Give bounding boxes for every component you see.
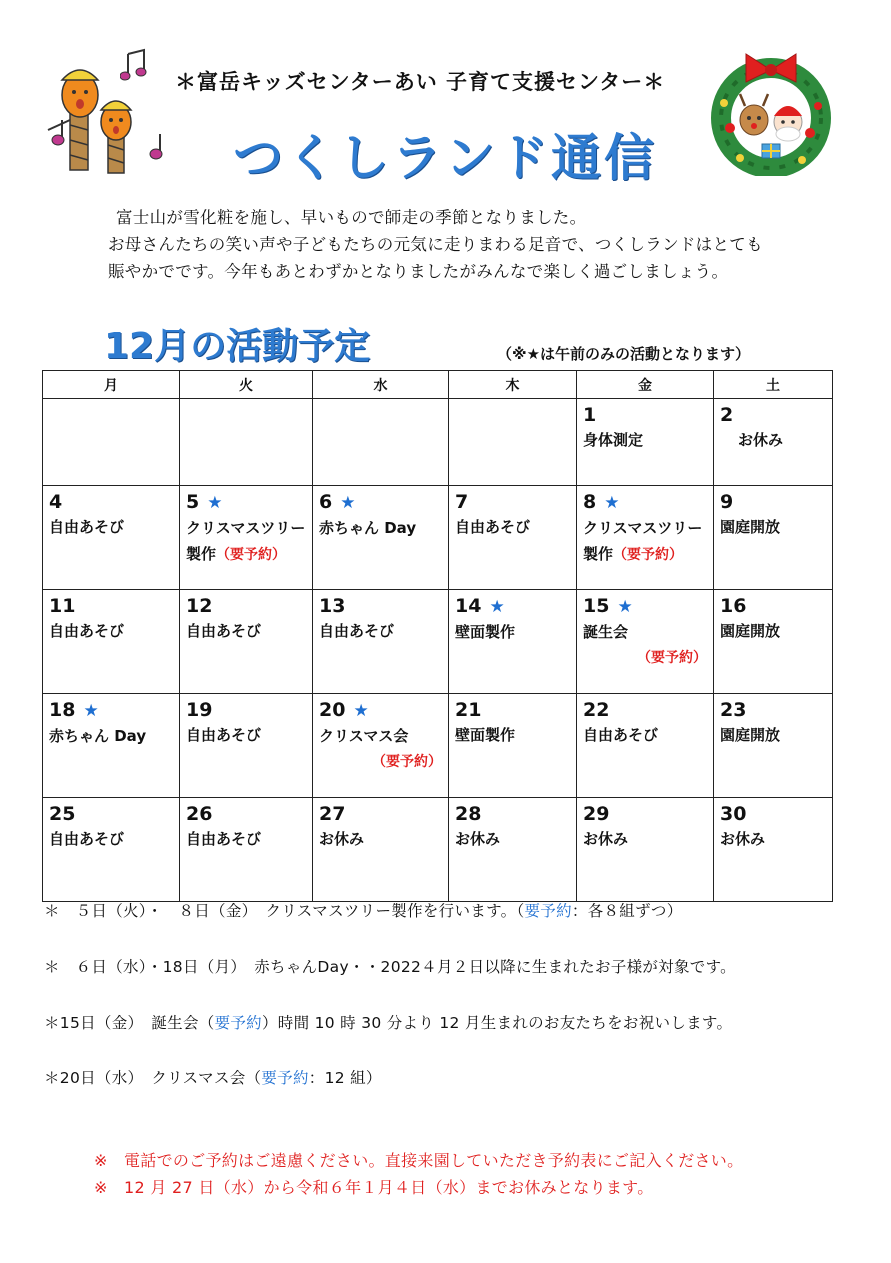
day-number xyxy=(720,403,826,427)
activity-label: お休み xyxy=(319,830,365,848)
calendar-day-cell xyxy=(449,590,577,694)
reservation-required: 要予約 xyxy=(524,902,572,920)
day-number xyxy=(455,802,570,826)
calendar-day-cell xyxy=(43,399,180,486)
day-number xyxy=(319,490,442,515)
calendar-week-row xyxy=(43,486,833,590)
note-text: ＊15日（金） 誕生会（ xyxy=(44,1014,215,1032)
day-number xyxy=(455,594,570,619)
activity-label: 赤ちゃん Day xyxy=(49,727,147,745)
calendar-day-cell xyxy=(180,486,313,590)
calendar-day-cell xyxy=(714,694,833,798)
reservation-required: 要予約 xyxy=(214,1014,262,1032)
day-number-text: 21 xyxy=(455,699,482,721)
calendar-day-cell xyxy=(43,486,180,590)
day-number-text: 22 xyxy=(583,699,610,721)
day-number xyxy=(319,802,442,826)
activity-label: 自由あそび xyxy=(319,622,395,640)
day-number-text: 26 xyxy=(186,803,213,825)
music-note-icon xyxy=(146,132,166,162)
day-number-text: 18 xyxy=(49,699,76,721)
day-number-text: 12 xyxy=(186,595,213,617)
day-number-text: 6 xyxy=(319,491,333,513)
warning-phone-reservation: ※ 電話でのご予約はご遠慮ください。直接来園していただき予約表にご記入ください。 xyxy=(94,1151,744,1170)
day-number xyxy=(49,594,173,618)
day-number-text: 27 xyxy=(319,803,346,825)
note-christmas-party xyxy=(44,1066,382,1088)
day-number xyxy=(319,594,442,618)
weekday-header: 土 xyxy=(714,371,833,399)
note-text: ＊ ５日（火）・ ８日（金） クリスマスツリー製作を行います。（ xyxy=(44,902,525,920)
calendar-week-row xyxy=(43,798,833,902)
calendar-day-cell xyxy=(180,399,313,486)
calendar-day-cell xyxy=(714,399,833,486)
activity-text: 製作 xyxy=(583,545,614,563)
star-icon: ★ xyxy=(207,493,223,513)
day-number xyxy=(455,490,570,514)
activity-label: 自由あそび xyxy=(583,726,659,744)
activity-label: 壁面製作 xyxy=(455,726,516,744)
day-number-text: 9 xyxy=(720,491,734,513)
day-number-text: 20 xyxy=(319,699,346,721)
calendar-day-cell xyxy=(180,694,313,798)
day-number xyxy=(49,490,173,514)
day-number-text: 4 xyxy=(49,491,63,513)
activity-label: 園庭開放 xyxy=(720,726,781,744)
calendar-week-row xyxy=(43,694,833,798)
activity-text: 製作 xyxy=(186,545,217,563)
weekday-header: 木 xyxy=(449,371,577,399)
schedule-title: 12月の活動予定 xyxy=(104,326,371,367)
calendar-day-cell xyxy=(449,486,577,590)
calendar-week-row xyxy=(43,590,833,694)
day-number-text: 30 xyxy=(720,803,747,825)
weekday-header: 水 xyxy=(313,371,449,399)
day-number-text: 15 xyxy=(583,595,610,617)
calendar-day-cell xyxy=(577,694,714,798)
note-text: ）時間 10 時 30 分より 12 月生まれのお友たちをお祝いします。 xyxy=(261,1014,733,1032)
day-number xyxy=(186,594,306,618)
reservation-required-badge: （要予約） xyxy=(216,547,287,563)
calendar-day-cell xyxy=(714,590,833,694)
star-icon: ★ xyxy=(83,701,99,721)
activity-label: 壁面製作 xyxy=(455,623,516,641)
calendar-day-cell xyxy=(313,798,449,902)
day-number xyxy=(720,594,826,618)
day-number-text: 29 xyxy=(583,803,610,825)
weekday-header: 金 xyxy=(577,371,714,399)
note-text: ＊20日（水） クリスマス会（ xyxy=(44,1069,262,1087)
day-number-text: 11 xyxy=(49,595,76,617)
activity-label: 自由あそび xyxy=(49,622,125,640)
day-number xyxy=(186,802,306,826)
calendar-day-cell xyxy=(449,798,577,902)
activity-label: 自由あそび xyxy=(186,830,262,848)
calendar-day-cell xyxy=(313,399,449,486)
star-icon: ★ xyxy=(489,597,505,617)
reservation-required-badge: （要予約） xyxy=(637,650,707,666)
note-text: ：12 組） xyxy=(308,1069,382,1087)
calendar-day-cell xyxy=(714,486,833,590)
calendar-day-cell xyxy=(43,694,180,798)
calendar-day-cell xyxy=(43,798,180,902)
activity-label: お休み xyxy=(583,830,629,848)
calendar-day-cell xyxy=(43,590,180,694)
day-number xyxy=(455,698,570,722)
calendar-day-cell xyxy=(714,798,833,902)
activity-label: 自由あそび xyxy=(49,830,125,848)
weekday-header: 火 xyxy=(180,371,313,399)
weekday-header: 月 xyxy=(43,371,180,399)
day-number xyxy=(720,802,826,826)
activity-label-line2 xyxy=(186,541,306,568)
calendar-day-cell xyxy=(313,486,449,590)
activity-label: 身体測定 xyxy=(583,431,644,449)
activity-label: 自由あそび xyxy=(186,726,262,744)
calendar-day-cell xyxy=(180,798,313,902)
day-number-text: 16 xyxy=(720,595,747,617)
weekday-header-row xyxy=(43,371,833,399)
day-number-text: 13 xyxy=(319,595,346,617)
center-name: ＊富岳キッズセンターあい 子育て支援センター＊ xyxy=(175,70,666,94)
activity-label-line2 xyxy=(583,541,707,568)
day-number xyxy=(720,490,826,514)
day-number-text: 28 xyxy=(455,803,482,825)
activity-label: クリスマス会 xyxy=(319,727,409,745)
calendar-day-cell xyxy=(577,590,714,694)
activity-label: 誕生会 xyxy=(583,623,629,641)
day-number xyxy=(583,698,707,722)
schedule-note: （※★は午前のみの活動となります） xyxy=(497,345,751,363)
warning-holiday-period: ※ 12 月 27 日（水）から令和６年１月４日（水）までお休みとなります。 xyxy=(94,1178,654,1197)
day-number-text: 8 xyxy=(583,491,597,513)
day-number-text: 14 xyxy=(455,595,482,617)
calendar-day-cell xyxy=(577,486,714,590)
calendar-day-cell xyxy=(313,590,449,694)
calendar-day-cell xyxy=(180,590,313,694)
intro-line-2: お母さんたちの笑い声や子どもたちの元気に走りまわる足音で、つくしランドはとても xyxy=(108,235,763,254)
activity-label: お休み xyxy=(738,431,784,449)
music-note-icon xyxy=(48,118,68,148)
note-birthday-party xyxy=(44,1011,732,1033)
activity-label: 自由あそび xyxy=(186,622,262,640)
calendar-day-cell xyxy=(449,399,577,486)
activity-label: お休み xyxy=(455,830,501,848)
day-number-text: 2 xyxy=(720,404,734,426)
activity-label: 自由あそび xyxy=(49,518,125,536)
activity-label: 赤ちゃん Day xyxy=(319,519,417,537)
reservation-required-badge: （要予約） xyxy=(613,547,684,563)
day-number-text: 19 xyxy=(186,699,213,721)
day-number-text: 1 xyxy=(583,404,597,426)
day-number xyxy=(49,698,173,723)
calendar-table xyxy=(42,370,833,902)
calendar-day-cell xyxy=(313,694,449,798)
note-baby-day: ＊ ６日（水）・18日（月） 赤ちゃんDay・・2022４月２日以降に生まれたお子様が対象です。 xyxy=(44,958,736,976)
music-note-icon xyxy=(120,48,150,82)
calendar-day-cell xyxy=(577,798,714,902)
star-icon: ★ xyxy=(617,597,633,617)
christmas-wreath-illustration xyxy=(710,48,832,176)
star-icon: ★ xyxy=(340,493,356,513)
activity-label: 園庭開放 xyxy=(720,518,781,536)
calendar-week-row xyxy=(43,399,833,486)
star-icon: ★ xyxy=(353,701,369,721)
day-number-text: 5 xyxy=(186,491,200,513)
day-number xyxy=(583,403,707,427)
calendar-day-cell xyxy=(577,399,714,486)
day-number xyxy=(720,698,826,722)
activity-label: クリスマスツリー xyxy=(186,519,306,537)
star-icon: ★ xyxy=(604,493,620,513)
day-number xyxy=(319,698,442,723)
page-title: つくしランド通信 xyxy=(233,129,657,187)
reservation-required-badge: （要予約） xyxy=(372,754,442,770)
activity-label: 自由あそび xyxy=(455,518,531,536)
day-number xyxy=(583,802,707,826)
activity-label: 園庭開放 xyxy=(720,622,781,640)
day-number xyxy=(186,490,306,515)
day-number-text: 23 xyxy=(720,699,747,721)
intro-line-3: 賑やかでです。今年もあとわずかとなりましたがみんなで楽しく過ごしましょう。 xyxy=(108,262,729,281)
note-tree-workshop xyxy=(44,899,683,921)
day-number xyxy=(186,698,306,722)
note-text: ：各８組ずつ） xyxy=(571,902,683,920)
day-number-text: 25 xyxy=(49,803,76,825)
activity-label: お休み xyxy=(720,830,766,848)
calendar-day-cell xyxy=(449,694,577,798)
day-number xyxy=(583,594,707,619)
reservation-required: 要予約 xyxy=(261,1069,309,1087)
day-number xyxy=(49,802,173,826)
activity-label: クリスマスツリー xyxy=(583,519,703,537)
day-number xyxy=(583,490,707,515)
day-number-text: 7 xyxy=(455,491,469,513)
intro-line-1: 富士山が雪化粧を施し、早いもので師走の季節となりました。 xyxy=(116,208,587,227)
